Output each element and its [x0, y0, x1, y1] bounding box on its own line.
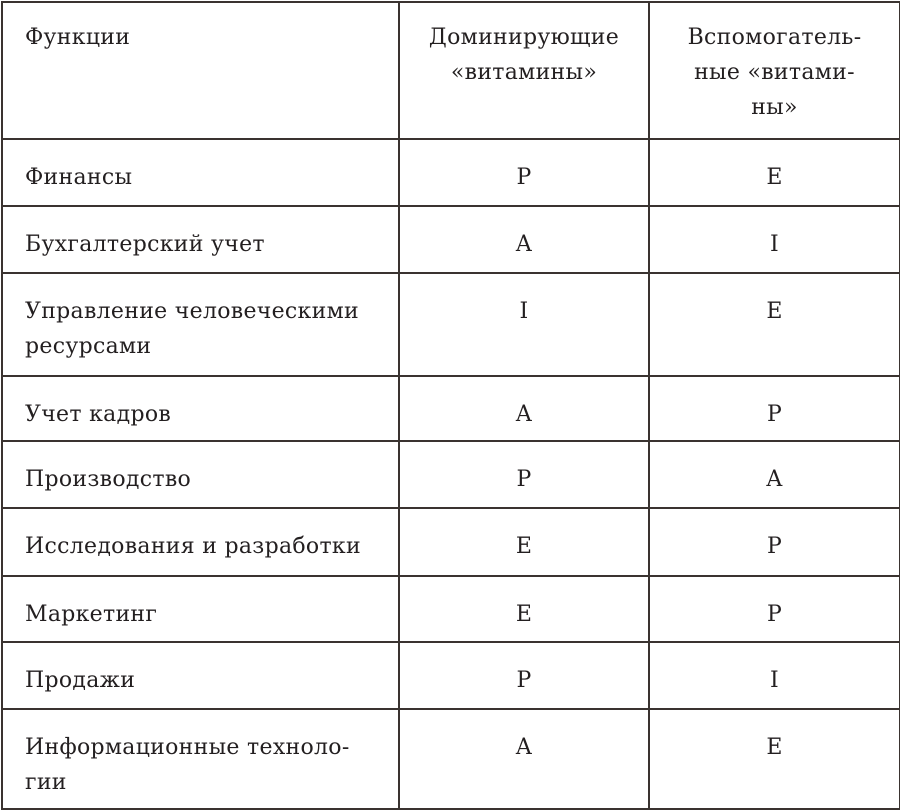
- function-cell: Исследования и разработки: [2, 508, 399, 576]
- function-cell: Информационные техноло-гии: [2, 709, 399, 809]
- function-cell: Бухгалтерский учет: [2, 206, 399, 273]
- dominant-vitamin-cell: I: [399, 273, 649, 376]
- table-row: [2, 709, 900, 809]
- table-row: [2, 273, 900, 376]
- function-cell: Продажи: [2, 642, 399, 709]
- header-functions: Функции: [2, 2, 399, 139]
- function-cell: Финансы: [2, 139, 399, 206]
- auxiliary-vitamin-cell: I: [649, 642, 900, 709]
- dominant-vitamin-cell: A: [399, 206, 649, 273]
- table-row: [2, 376, 900, 441]
- table-row: [2, 642, 900, 709]
- function-cell: Маркетинг: [2, 576, 399, 642]
- dominant-vitamin-cell: E: [399, 576, 649, 642]
- dominant-vitamin-cell: P: [399, 441, 649, 508]
- functions-vitamins-table: [1, 1, 900, 810]
- table-row: [2, 139, 900, 206]
- auxiliary-vitamin-cell: E: [649, 273, 900, 376]
- table-row: [2, 576, 900, 642]
- function-cell: Производство: [2, 441, 399, 508]
- header-auxiliary: Вспомогатель-ные «витами-ны»: [649, 2, 900, 139]
- header-row: [2, 2, 900, 139]
- auxiliary-vitamin-cell: P: [649, 576, 900, 642]
- dominant-vitamin-cell: P: [399, 139, 649, 206]
- auxiliary-vitamin-cell: P: [649, 376, 900, 441]
- table-row: [2, 508, 900, 576]
- table-row: [2, 441, 900, 508]
- table-row: [2, 206, 900, 273]
- dominant-vitamin-cell: A: [399, 376, 649, 441]
- function-cell: Управление человеческими ресурсами: [2, 273, 399, 376]
- dominant-vitamin-cell: E: [399, 508, 649, 576]
- auxiliary-vitamin-cell: E: [649, 709, 900, 809]
- function-cell: Учет кадров: [2, 376, 399, 441]
- dominant-vitamin-cell: A: [399, 709, 649, 809]
- auxiliary-vitamin-cell: I: [649, 206, 900, 273]
- auxiliary-vitamin-cell: P: [649, 508, 900, 576]
- dominant-vitamin-cell: P: [399, 642, 649, 709]
- header-dominant: Доминирующие «витамины»: [399, 2, 649, 139]
- auxiliary-vitamin-cell: A: [649, 441, 900, 508]
- auxiliary-vitamin-cell: E: [649, 139, 900, 206]
